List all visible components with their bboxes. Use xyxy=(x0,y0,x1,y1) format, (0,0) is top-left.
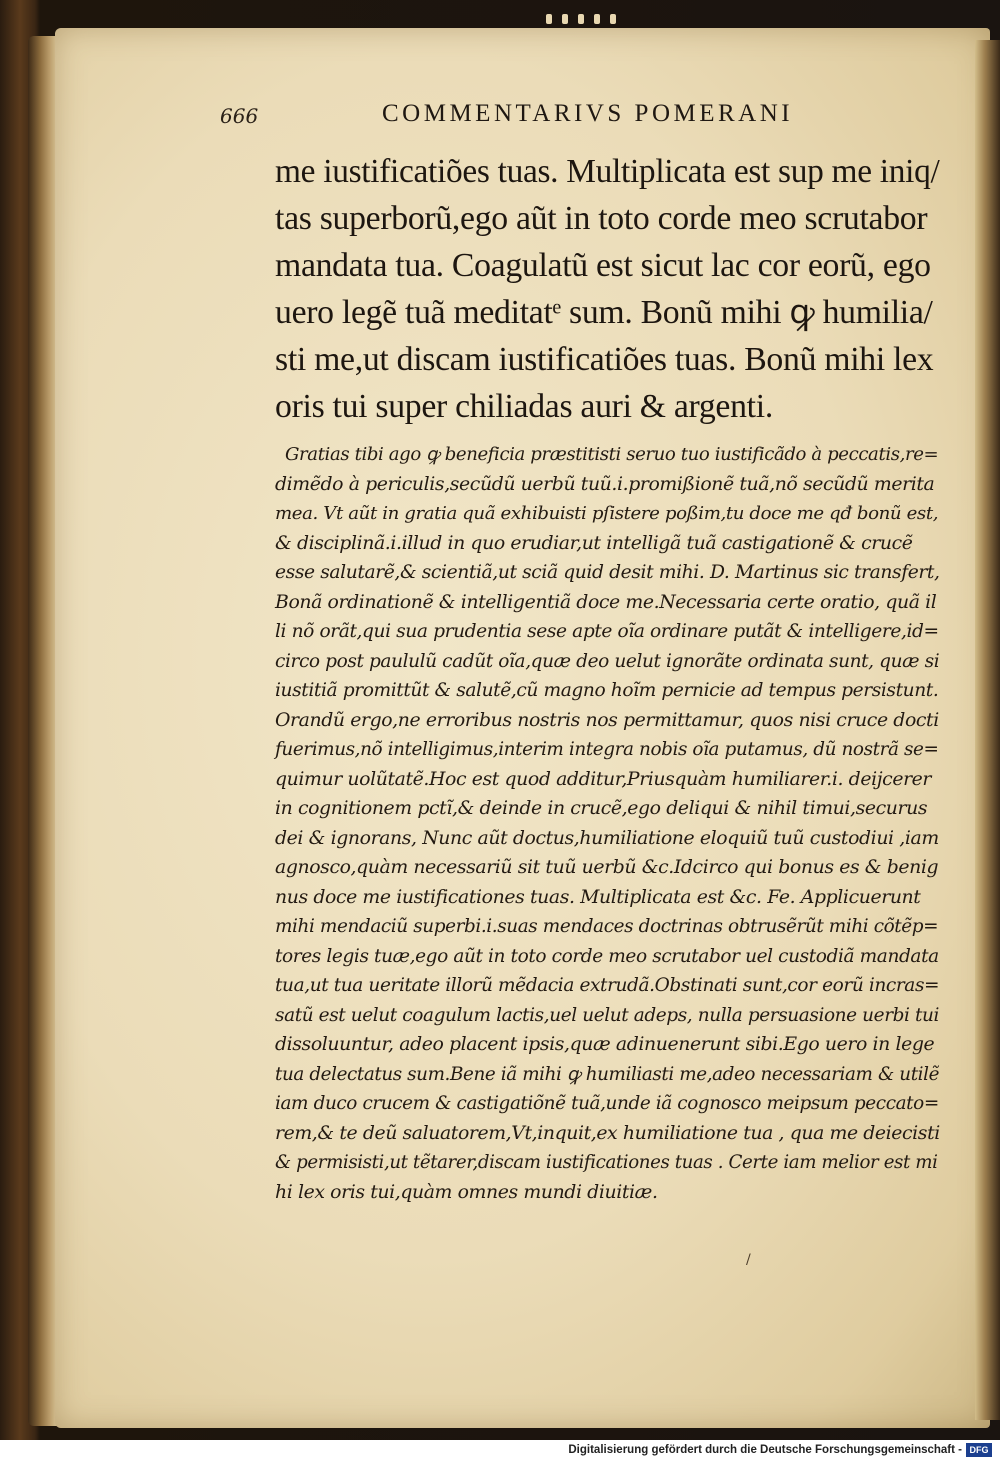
commentary-line: tua,ut tua ueritate illorũ mẽdacia extrudã.Obstinati sunt,cor eorũ incras= xyxy=(275,975,940,996)
funding-notice: Digitalisierung gefördert durch die Deutsche Forschungsgemeinschaft - xyxy=(568,1444,962,1456)
page-edge-left xyxy=(28,36,58,1426)
commentary-line: tores legis tuæ,ego aũt in toto corde meo scrutabor uel custodiã mandata xyxy=(275,945,939,967)
commentary-line: in cognitionem pctĩ,& deinde in crucẽ,ego deliqui & nihil timui,securus xyxy=(275,798,928,819)
commentary-line: nus doce me iustificationes tuas. Multiplicata est &c. Fe. Applicuerunt xyxy=(275,886,921,908)
page-number: 666 xyxy=(220,104,259,128)
scripture-text-block xyxy=(275,148,945,430)
commentary-line: dei & ignorans, Nunc aũt doctus,humiliatione eloquiũ tuũ custodiui ,iam xyxy=(275,827,939,849)
commentary-line: fuerimus,nõ intelligimus,interim integra nobis oĩa putamus, dũ nostrã se= xyxy=(275,739,939,760)
commentary-line: esse salutarẽ,& scientiã,ut sciã quid desit mihi. D. Martinus sic transfert, xyxy=(275,562,940,583)
commentary-line: dimẽdo à periculis,secũdũ uerbũ tuũ.i.promißionẽ tuã,nõ secũdũ merita xyxy=(275,473,935,495)
commentary-line: circo post paululũ cadũt oĩa,quæ deo uelut ignorãte ordinata sunt, quæ si xyxy=(275,650,940,672)
commentary-line: dissoluuntur, adeo placent ipsis,quæ adinuenerunt sibi.Ego uero in lege xyxy=(275,1034,935,1055)
commentary-line: li nõ orãt,qui sua prudentia sese apte oĩa ordinare putãt & intelligere,id= xyxy=(275,621,939,642)
dfg-logo: DFG xyxy=(966,1443,992,1457)
running-head: COMMENTARIVS POMERANI xyxy=(382,100,794,127)
scripture-line: sti me,ut discam iustificatiões tuas. Bonũ mihi lex xyxy=(275,341,934,378)
commentary-text-block xyxy=(275,440,945,1207)
commentary-line: agnosco,quàm necessariũ sit tuũ uerbũ &c.Idcirco qui bonus es & benig xyxy=(275,857,939,878)
commentary-line: quimur uolũtatẽ.Hoc est quod additur,Priusquàm humiliarer.i. deijcerer xyxy=(275,768,932,790)
commentary-line: & permisisti,ut tẽtarer,discam iustificationes tuas . Certe iam melior est mi xyxy=(275,1152,938,1173)
commentary-line: mea. Vt aũt in gratia quã exhibuisti pſistere poßim,tu doce me qđ bonũ est, xyxy=(275,503,939,524)
scripture-line: uero legẽ tuã meditatᵉ sum. Bonũ mihi ꝙ humilia/ xyxy=(275,294,933,331)
commentary-line: iustitiã promittũt & salutẽ,cũ magno hoĩm pernicie ad tempus persistunt. xyxy=(275,680,939,701)
stray-ink-mark: / xyxy=(746,1252,751,1268)
scripture-line: me iustificatiões tuas. Multiplicata est sup me iniq/ xyxy=(275,153,940,190)
commentary-line: mihi mendaciũ superbi.i.suas mendaces doctrinas obtrusẽrũt mihi cõtẽp= xyxy=(275,916,939,937)
commentary-line: Orandũ ergo,ne erroribus nostris nos permittamur, quos nisi cruce docti xyxy=(275,709,939,731)
scripture-line: oris tui super chiliadas auri & argenti. xyxy=(275,388,773,425)
commentary-line: satũ est uelut coagulum lactis,uel uelut adeps, nulla persuasione uerbi tui xyxy=(275,1004,940,1026)
commentary-line: Bonã ordinationẽ & intelligentiã doce me.Necessaria certe oratio, quã il xyxy=(275,591,937,613)
page-header xyxy=(220,100,800,134)
footer-bar xyxy=(0,1440,1000,1462)
commentary-line: Gratias tibi ago ꝙ beneficia præstitisti seruo tuo iustificãdo à peccatis,re= xyxy=(285,444,939,465)
page-edge-right xyxy=(975,40,1000,1420)
commentary-line: rem,& te deũ saluatorem,Vt,inquit,ex humiliatione tua , qua me deiecisti xyxy=(275,1122,940,1144)
binding-stitches xyxy=(540,0,620,28)
scripture-line: mandata tua. Coagulatũ est sicut lac cor eorũ, ego xyxy=(275,247,931,284)
commentary-line: tua delectatus sum.Bene iã mihi ꝙ humiliasti me,adeo necessariam & utilẽ xyxy=(275,1063,940,1085)
scripture-line: tas superborũ,ego aũt in toto corde meo scrutabor xyxy=(275,200,928,237)
commentary-line: iam duco crucem & castigatiõnẽ tuã,unde iã cognosco meipsum peccato= xyxy=(275,1093,939,1114)
commentary-line: & disciplinã.i.illud in quo erudiar,ut intelligã tuã castigationẽ & crucẽ xyxy=(275,532,913,554)
commentary-line: hi lex oris tui,quàm omnes mundi diuitiæ. xyxy=(275,1181,658,1203)
